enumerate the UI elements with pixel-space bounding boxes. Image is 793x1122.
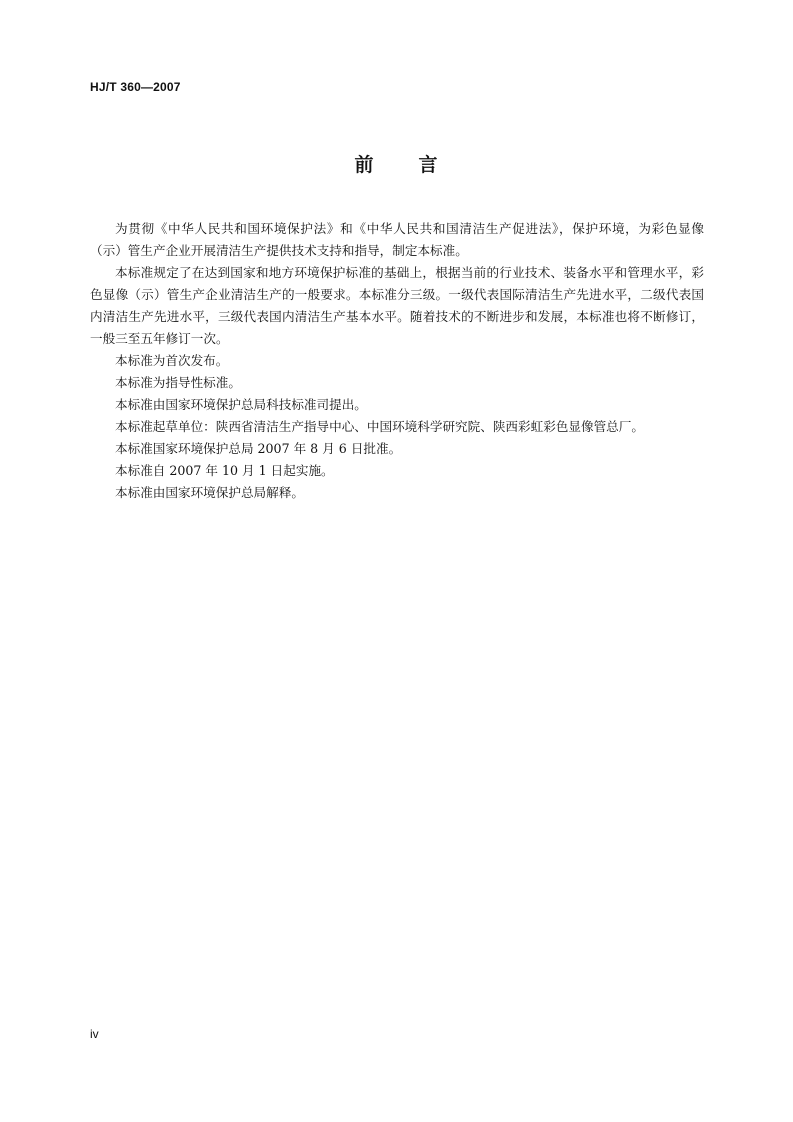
foreword-body — [90, 218, 704, 504]
page-title — [0, 150, 793, 177]
paragraph-purpose: 为贯彻《中华人民共和国环境保护法》和《中华人民共和国清洁生产促进法》，保护环境，为彩色显像（示）管生产企业开展清洁生产提供技术支持和指导，制定本标准。 — [90, 221, 704, 258]
paragraph-first-release: 本标准为首次发布。 — [115, 353, 229, 368]
paragraph-guidance: 本标准为指导性标准。 — [115, 375, 241, 390]
page-number: iv — [90, 1027, 99, 1041]
paragraph-proposer: 本标准由国家环境保护总局科技标准司提出。 — [115, 397, 367, 412]
paragraph-drafters: 本标准起草单位：陕西省清洁生产指导中心、中国环境科学研究院、陕西彩虹彩色显像管总厂。 — [115, 419, 644, 434]
paragraph-approval: 本标准国家环境保护总局 2007 年 8 月 6 日批准。 — [115, 441, 402, 456]
paragraph-effective-date: 本标准自 2007 年 10 月 1 日起实施。 — [115, 463, 334, 478]
paragraph-interpretation: 本标准由国家环境保护总局解释。 — [115, 485, 304, 500]
title-char-2: 言 — [418, 154, 439, 176]
title-char-1: 前 — [354, 154, 375, 176]
standard-code-header: HJ/T 360—2007 — [90, 80, 181, 94]
paragraph-scope: 本标准规定了在达到国家和地方环境保护标准的基础上，根据当前的行业技术、装备水平和管理水平，彩色显像（示）管生产企业清洁生产的一般要求。本标准分三级。一级代表国际清洁生产先进水平，二级代表国内清洁生产先进水平，三级代表国内清洁生产基本水平。随着技术的不断进步和发展，本标准也将不断修订，一般三至五年修订一次。 — [90, 265, 704, 346]
